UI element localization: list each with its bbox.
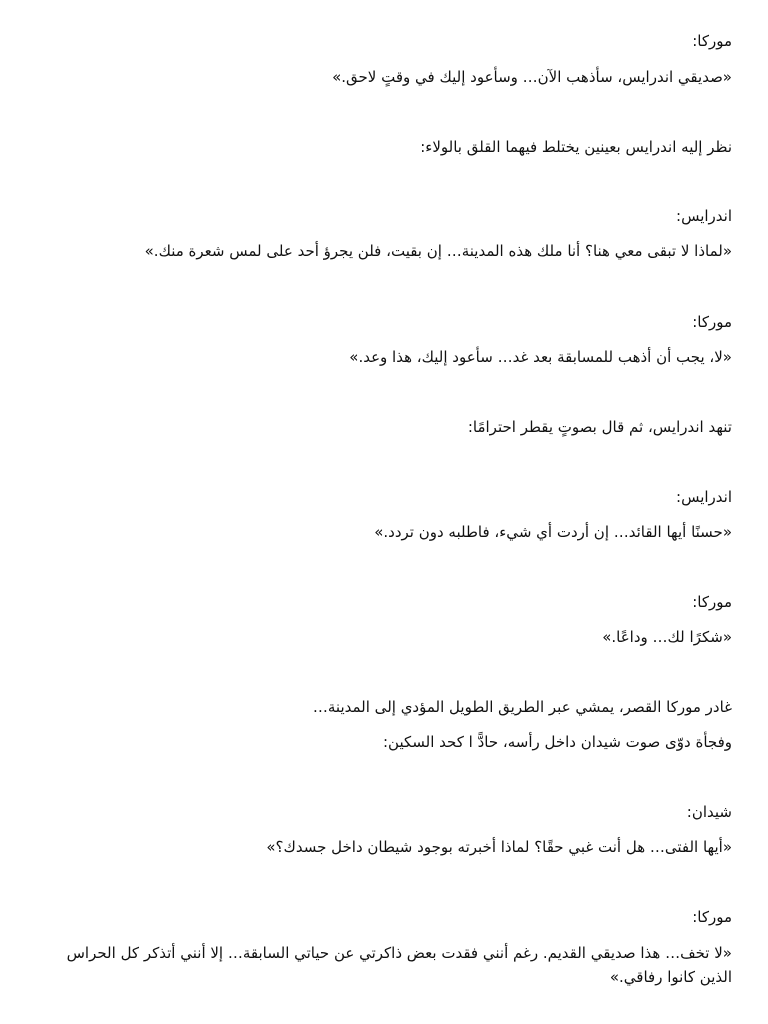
speaker-label: اندرايس: [676, 488, 732, 506]
narration-line: غادر موركا القصر، يمشي عبر الطريق الطويل المؤدي إلى المدينة… [312, 698, 732, 716]
speaker-label: اندرايس: [676, 207, 732, 225]
dialogue-line: «حسنًا أيها القائد… إن أردت أي شيء، فاطلبه دون تردد.» [374, 523, 732, 541]
dialogue-line: «لماذا لا تبقى معي هنا؟ أنا ملك هذه المدينة… إن بقيت، فلن يجرؤ أحد على لمس شعرة منك.» [144, 242, 732, 260]
speaker-label: شيدان: [686, 803, 732, 821]
dialogue-line: «أيها الفتى… هل أنت غبي حقًا؟ لماذا أخبرته بوجود شيطان داخل جسدك؟» [266, 838, 732, 856]
dialogue-line: «لا تخف… هذا صديقي القديم. رغم أنني فقدت بعض ذاكرتي عن حياتي السابقة… إلا أنني أتذكر كل الحراس الذين كانوا رفاقي.» [66, 944, 732, 986]
speaker-label: موركا: [692, 908, 732, 926]
dialogue-line: «صديقي اندرايس، سأذهب الآن… وسأعود إليك في وقتٍ لاحق.» [332, 68, 732, 86]
dialogue-line: «شكرًا لك… وداعًا.» [602, 628, 732, 646]
narration-line: تنهد اندرايس، ثم قال بصوتٍ يقطر احترامًا: [467, 418, 732, 436]
narration-line: نظر إليه اندرايس بعينين يختلط فيهما القلق بالولاء: [420, 138, 732, 156]
dialogue-line: «لا، يجب أن أذهب للمسابقة بعد غد… سأعود إليك، هذا وعد.» [349, 348, 732, 366]
speaker-label: موركا: [692, 593, 732, 611]
narration-line: وفجأة دوّى صوت شيدان داخل رأسه، حادًّ ا كحد السكين: [383, 733, 732, 751]
speaker-label: موركا: [692, 32, 732, 50]
speaker-label: موركا: [692, 313, 732, 331]
